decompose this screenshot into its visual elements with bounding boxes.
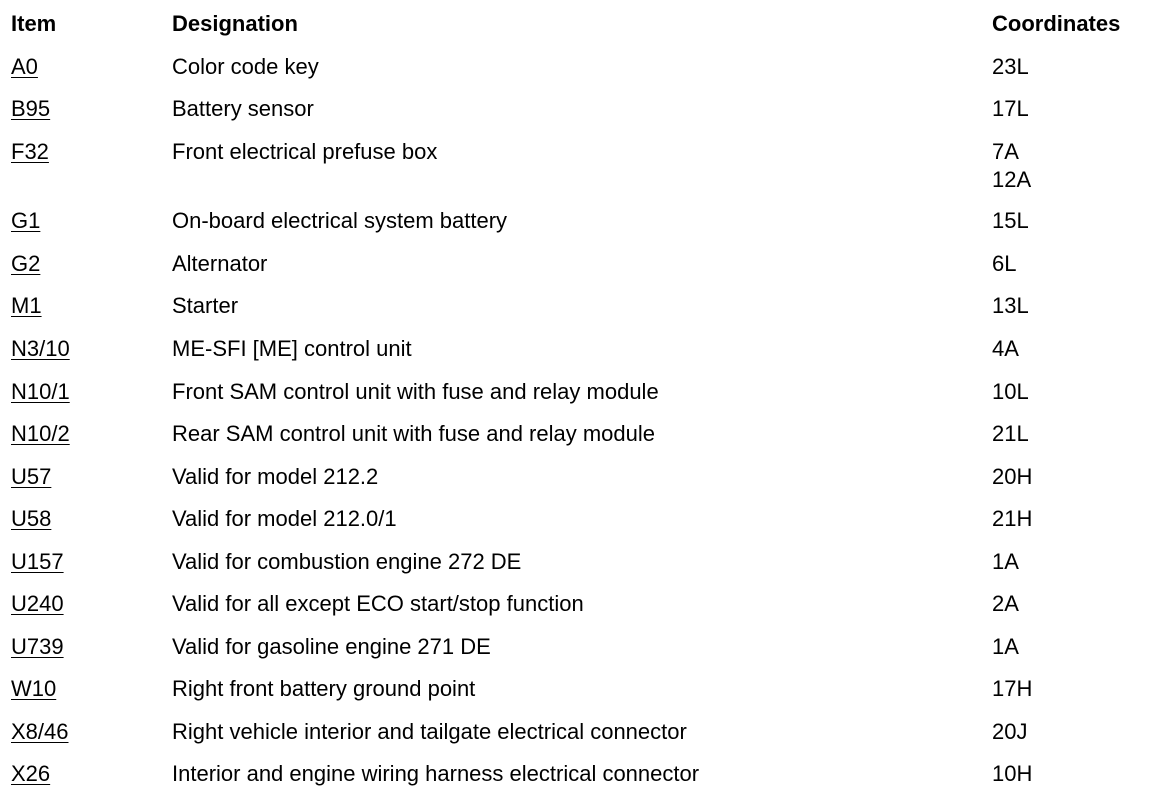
coordinate-value: 20J	[992, 719, 1028, 744]
item-link[interactable]: G2	[11, 251, 41, 276]
coordinate-value: 7A	[992, 139, 1019, 164]
coordinates-cell	[992, 548, 1019, 576]
item-link[interactable]: U57	[11, 464, 52, 489]
item-link[interactable]: M1	[11, 293, 42, 318]
designation-cell: Color code key	[172, 54, 319, 79]
designation-cell: Alternator	[172, 251, 268, 276]
item-link[interactable]: W10	[11, 676, 57, 701]
coordinates-cell	[992, 335, 1019, 363]
item-link[interactable]: U157	[11, 549, 64, 574]
coordinates-cell	[992, 138, 1031, 194]
coordinate-value: 21L	[992, 421, 1029, 446]
coordinates-cell	[992, 207, 1029, 235]
coordinate-value: 23L	[992, 54, 1029, 79]
designation-cell: Front electrical prefuse box	[172, 139, 438, 164]
item-link[interactable]: B95	[11, 96, 51, 121]
coordinates-cell	[992, 250, 1016, 278]
designation-cell: Battery sensor	[172, 96, 314, 121]
designation-cell: On-board electrical system battery	[172, 208, 508, 233]
coordinate-value: 2A	[992, 591, 1019, 616]
item-link[interactable]: X8/46	[11, 719, 69, 744]
coordinate-value: 17L	[992, 96, 1029, 121]
coordinate-value: 6L	[992, 251, 1017, 276]
designation-cell: Interior and engine wiring harness electrical connector	[172, 761, 700, 786]
coordinate-value: 20H	[992, 464, 1033, 489]
designation-cell: Valid for model 212.2	[172, 464, 379, 489]
item-link[interactable]: N10/2	[11, 421, 70, 446]
coordinates-cell	[992, 718, 1027, 746]
item-link[interactable]: N10/1	[11, 379, 70, 404]
coordinate-value: 10L	[992, 379, 1029, 404]
designation-cell: Rear SAM control unit with fuse and relay module	[172, 421, 656, 446]
designation-cell: Valid for model 212.0/1	[172, 506, 397, 531]
coordinate-value: 12A	[992, 167, 1032, 192]
coordinate-value: 10H	[992, 761, 1033, 786]
coordinates-cell	[992, 378, 1029, 406]
coordinates-cell	[992, 760, 1032, 788]
coordinates-cell	[992, 95, 1029, 123]
coordinates-cell	[992, 53, 1029, 81]
coordinates-cell	[992, 420, 1029, 448]
item-link[interactable]: U739	[11, 634, 64, 659]
item-link[interactable]: U58	[11, 506, 52, 531]
coordinate-value: 13L	[992, 293, 1029, 318]
item-link[interactable]: U240	[11, 591, 64, 616]
coordinate-value: 17H	[992, 676, 1033, 701]
designation-cell: ME-SFI [ME] control unit	[172, 336, 412, 361]
item-link[interactable]: X26	[11, 761, 51, 786]
designation-cell: Right front battery ground point	[172, 676, 476, 701]
coordinate-value: 15L	[992, 208, 1029, 233]
designation-cell: Valid for all except ECO start/stop function	[172, 591, 584, 616]
coordinate-value: 1A	[992, 549, 1019, 574]
coordinates-cell	[992, 463, 1032, 491]
item-link[interactable]: N3/10	[11, 336, 70, 361]
item-link[interactable]: A0	[11, 54, 38, 79]
item-link[interactable]: G1	[11, 208, 41, 233]
designation-cell: Starter	[172, 293, 239, 318]
designation-column-header: Designation	[172, 11, 298, 36]
coordinate-value: 1A	[992, 634, 1019, 659]
item-link[interactable]: F32	[11, 139, 49, 164]
coordinates-cell	[992, 505, 1032, 533]
designation-cell: Valid for combustion engine 272 DE	[172, 549, 522, 574]
coordinates-cell	[992, 590, 1019, 618]
coordinates-cell	[992, 292, 1029, 320]
coordinates-column-header: Coordinates	[992, 11, 1121, 36]
coordinates-cell	[992, 675, 1032, 703]
coordinate-value: 21H	[992, 506, 1033, 531]
designation-cell: Front SAM control unit with fuse and relay module	[172, 379, 659, 404]
designation-cell: Right vehicle interior and tailgate electrical connector	[172, 719, 687, 744]
coordinates-cell	[992, 633, 1019, 661]
coordinate-value: 4A	[992, 336, 1019, 361]
designation-cell: Valid for gasoline engine 271 DE	[172, 634, 491, 659]
item-column-header: Item	[11, 11, 57, 36]
